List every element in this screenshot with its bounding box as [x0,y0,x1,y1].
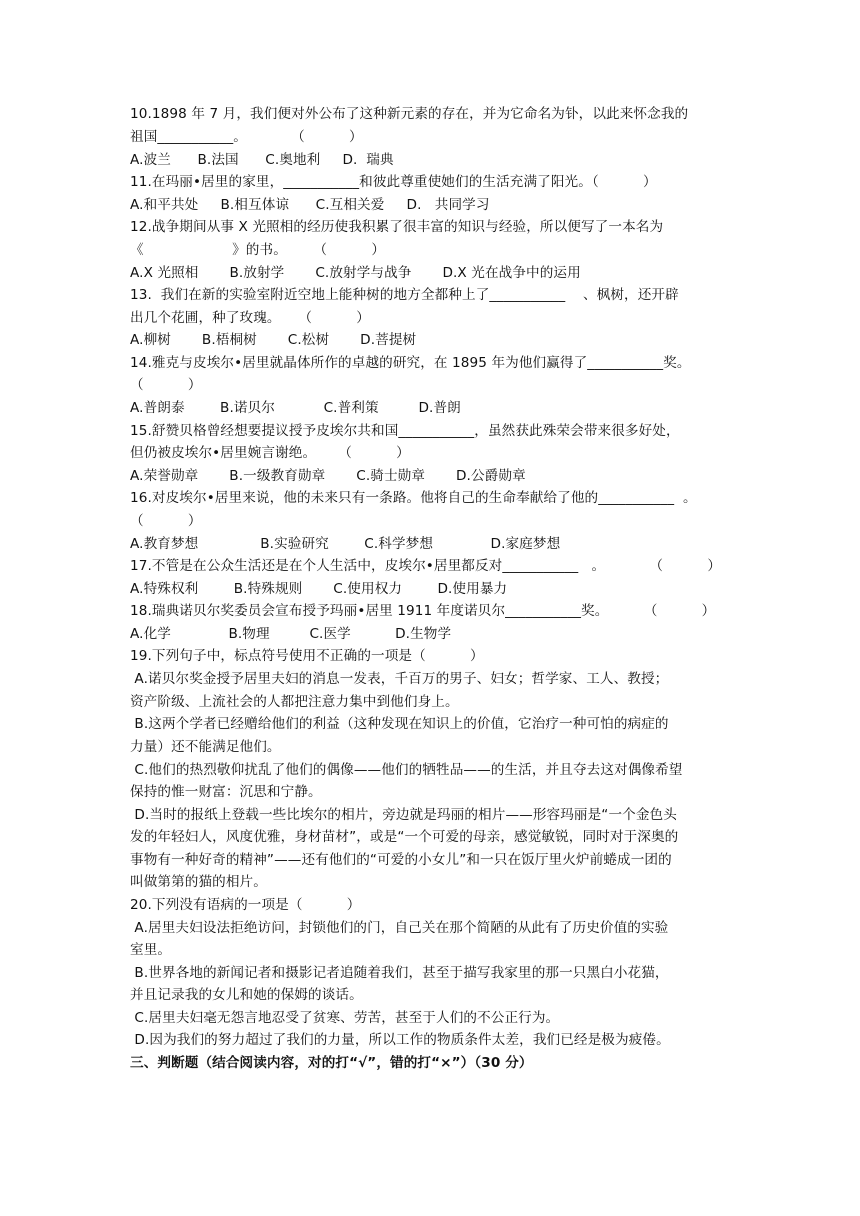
q20-option-b-cont: 并且记录我的女儿和她的保姆的谈话。 [130,987,363,1003]
q14-text: 14.雅克与皮埃尔•居里就晶体所作的卓越的研究，在 1895 年为他们赢得了___________奖。 [130,355,691,371]
q14-options: A.普朗泰 B.诺贝尔 C.普利策 D.普朗 [130,400,461,416]
q17-text: 17.不管是在公众生活还是在个人生活中，皮埃尔•居里都反对___________ 。 （ ） [130,558,722,574]
q19-option-b-cont: 力量）还不能满足他们。 [130,739,281,755]
q15-text-cont: 但仍被皮埃尔•居里婉言谢绝。 （ ） [130,445,410,461]
q19-option-d-cont1: 发的年轻妇人，风度优雅，身材苗材”，或是“一个可爱的母亲，感觉敏锐，同时对于深奥的 [130,829,679,845]
q13-text: 13. 我们在新的实验室附近空地上能种树的地方全都种上了___________ 、枫树，还开辟 [130,287,679,303]
q19-option-a: A.诺贝尔奖金授予居里夫妇的消息一发表，千百万的男子、妇女；哲学家、工人、教授； [130,671,669,687]
q20-option-c: C.居里夫妇毫无怨言地忍受了贫寒、劳苦，甚至于人们的不公正行为。 [130,1010,560,1026]
q19-option-c-cont: 保持的惟一财富：沉思和宁静。 [130,784,322,800]
q13-options: A.柳树 B.梧桐树 C.松树 D.菩提树 [130,332,417,348]
q19-option-d-cont2: 事物有一种好奇的精神”——还有他们的“可爱的小女儿”和一只在饭厅里火炉前蜷成一团的 [130,852,672,868]
q20-text: 20.下列没有语病的一项是（ ） [130,897,361,913]
q12-options: A.X 光照相 B.放射学 C.放射学与战争 D.X 光在战争中的运用 [130,265,581,281]
q15-text: 15.舒赞贝格曾经想要提议授予皮埃尔共和国___________，虽然获此殊荣会带来很多好处， [130,423,680,439]
q19-text: 19.下列句子中，标点符号使用不正确的一项是（ ） [130,648,484,664]
q19-option-c: C.他们的热烈敬仰扰乱了他们的偶像——他们的牺牲品——的生活，并且夺去这对偶像希望 [130,762,683,778]
section-three-heading: 三、判断题（结合阅读内容，对的打“√”，错的打“×”）（30 分） [130,1055,533,1071]
q16-options: A.教育梦想 B.实验研究 C.科学梦想 D.家庭梦想 [130,536,561,552]
q11-text: 11.在玛丽•居里的家里，___________和彼此尊重使她们的生活充满了阳光。（ ） [130,174,657,190]
q10-text: 10.1898 年 7 月，我们便对外公布了这种新元素的存在，并为它命名为钋，以此来怀念我的 [130,106,689,122]
q20-option-a-cont: 室里。 [130,942,172,958]
q18-options: A.化学 B.物理 C.医学 D.生物学 [130,626,452,642]
q20-option-d: D.因为我们的努力超过了我们的力量，所以工作的物质条件太差，我们已经是极为疲倦。 [130,1032,670,1048]
q14-bracket: （ ） [130,377,202,393]
q18-text: 18.瑞典诺贝尔奖委员会宣布授予玛丽•居里 1911 年度诺贝尔___________奖。 （ ） [130,603,716,619]
q15-options: A.荣誉勋章 B.一级教育勋章 C.骑士勋章 D.公爵勋章 [130,468,526,484]
q19-option-b: B.这两个学者已经赠给他们的利益（这种发现在知识上的价值，它治疗一种可怕的病症的 [130,716,669,732]
q12-text-cont: 《 》的书。 （ ） [130,242,386,258]
q19-option-d-cont3: 叫做第第的猫的相片。 [130,874,267,890]
q16-bracket: （ ） [130,513,202,529]
q20-option-b: B.世界各地的新闻记者和摄影记者追随着我们，甚至于描写我家里的那一只黑白小花猫， [130,965,669,981]
q17-options: A.特殊权利 B.特殊规则 C.使用权力 D.使用暴力 [130,581,508,597]
q20-option-a: A.居里夫妇设法拒绝访问，封锁他们的门，自己关在那个简陋的从此有了历史价值的实验 [130,920,669,936]
q11-options: A.和平共处 B.相互体谅 C.互相关爱 D. 共同学习 [130,197,490,213]
q12-text: 12.战争期间从事 X 光照相的经历使我积累了很丰富的知识与经验，所以便写了一本名为 [130,219,664,235]
q10-options: A.波兰 B.法国 C.奥地利 D. 瑞典 [130,152,394,168]
q13-text-cont: 出几个花圃，种了玫瑰。 （ ） [130,310,370,326]
q16-text: 16.对皮埃尔•居里来说，他的未来只有一条路。他将自己的生命奉献给了他的___________ 。 [130,490,697,506]
q19-option-a-cont: 资产阶级、上流社会的人都把注意力集中到他们身上。 [130,694,459,710]
q10-text-cont: 祖国___________。 （ ） [130,129,363,145]
q19-option-d: D.当时的报纸上登载一些比埃尔的相片，旁边就是玛丽的相片——形容玛丽是“一个金色头 [130,807,677,823]
